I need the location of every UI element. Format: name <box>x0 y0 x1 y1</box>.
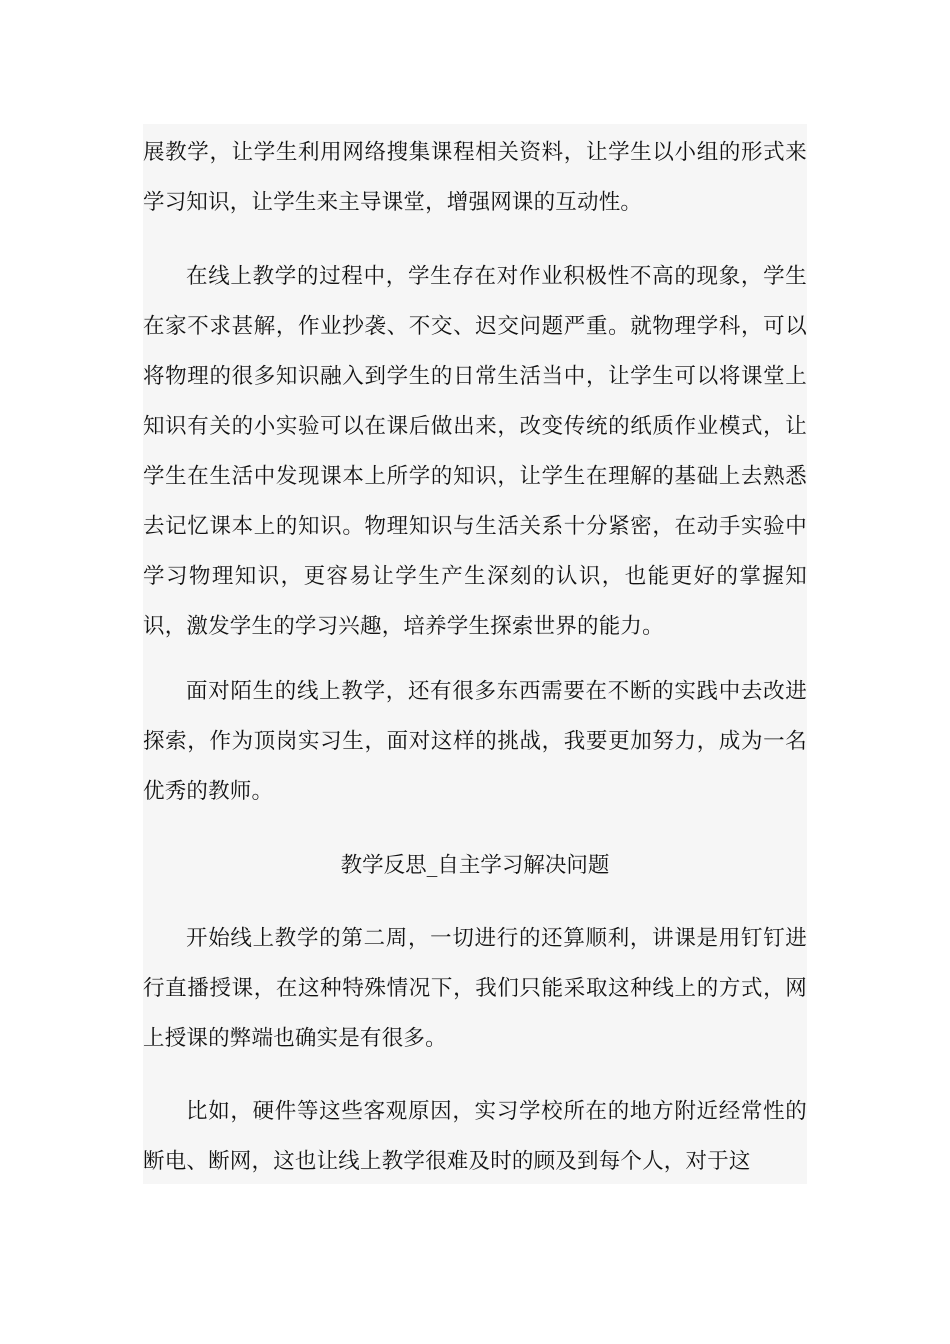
section-title: 教学反思_自主学习解决问题 <box>340 853 610 878</box>
paragraph-continuation: 展教学，让学生利用网络搜集课程相关资料，让学生以小组的形式来学习知识，让学生来主导课堂，增强网课的互动性。 <box>143 140 807 215</box>
document-page <box>143 124 807 1184</box>
paragraph-online-teaching: 面对陌生的线上教学，还有很多东西需要在不断的实践中去改进探索，作为顶岗实习生，面对这样的挑战，我要更加努力，成为一名优秀的教师。 <box>143 679 807 804</box>
paragraph-second-week: 开始线上教学的第二周，一切进行的还算顺利，讲课是用钉钉进行直播授课，在这种特殊情况下，我们只能采取这种线上的方式，网上授课的弊端也确实是有很多。 <box>143 926 807 1051</box>
paragraph-hardware: 比如，硬件等这些客观原因，实习学校所在的地方附近经常性的断电、断网，这也让线上教学很难及时的顾及到每个人，对于这 <box>143 1099 807 1174</box>
paragraph-homework: 在线上教学的过程中，学生存在对作业积极性不高的现象，学生在家不求甚解，作业抄袭、不交、迟交问题严重。就物理学科，可以将物理的很多知识融入到学生的日常生活当中，让学生可以将课堂上知识有关的小实验可以在课后做出来，改变传统的纸质作业模式，让学生在生活中发现课本上所学的知识，让学生在理解的基础上去熟悉去记忆课本上的知识。物理知识与生活关系十分紧密，在动手实验中学习物理知识，更容易让学生产生深刻的认识，也能更好的掌握知识，激发学生的学习兴趣，培养学生探索世界的能力。 <box>143 264 807 639</box>
